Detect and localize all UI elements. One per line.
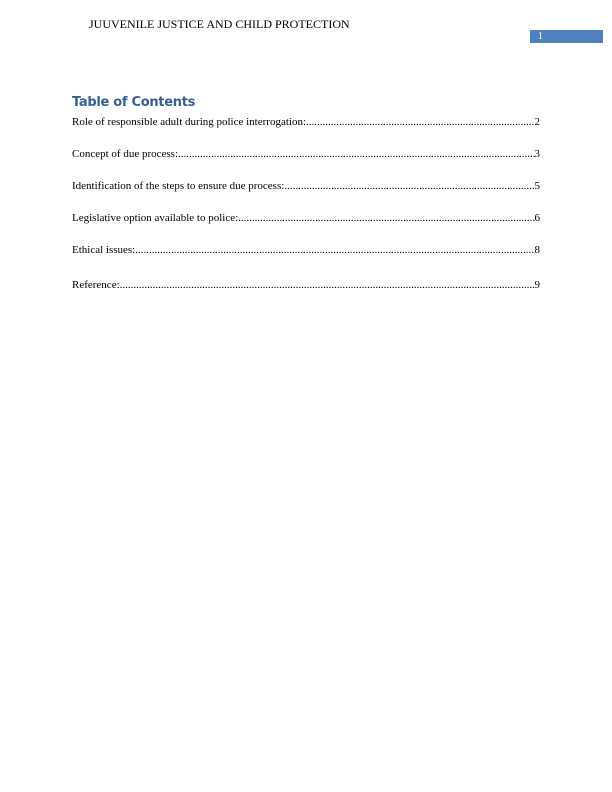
toc-title: Table of Contents [72,95,196,110]
page-number: 1 [530,30,603,43]
toc-entry-label: Reference: [72,279,120,291]
toc-entry-label: Role of responsible adult during police interrogation: [72,116,307,128]
toc-entry-page: 3 [534,148,540,160]
toc-entry[interactable] [72,243,540,257]
toc-entry[interactable] [72,115,540,129]
toc-entry[interactable] [72,211,540,225]
running-header: JUUVENILE JUSTICE AND CHILD PROTECTION [89,17,350,31]
toc-entry-label: Concept of due process: [72,148,178,160]
toc-entry-page: 8 [534,244,540,256]
toc-entry[interactable] [72,179,540,193]
toc-entry[interactable] [72,278,540,292]
toc-entry[interactable] [72,147,540,161]
toc-entry-page: 5 [534,180,540,192]
toc-entry-page: 9 [534,279,540,291]
toc-entry-page: 6 [534,212,540,224]
toc-entry-label: Identification of the steps to ensure due process: [72,180,285,192]
toc-entry-page: 2 [534,116,540,128]
toc-entry-label: Ethical issues: [72,244,136,256]
toc-entry-label: Legislative option available to police: [72,212,239,224]
